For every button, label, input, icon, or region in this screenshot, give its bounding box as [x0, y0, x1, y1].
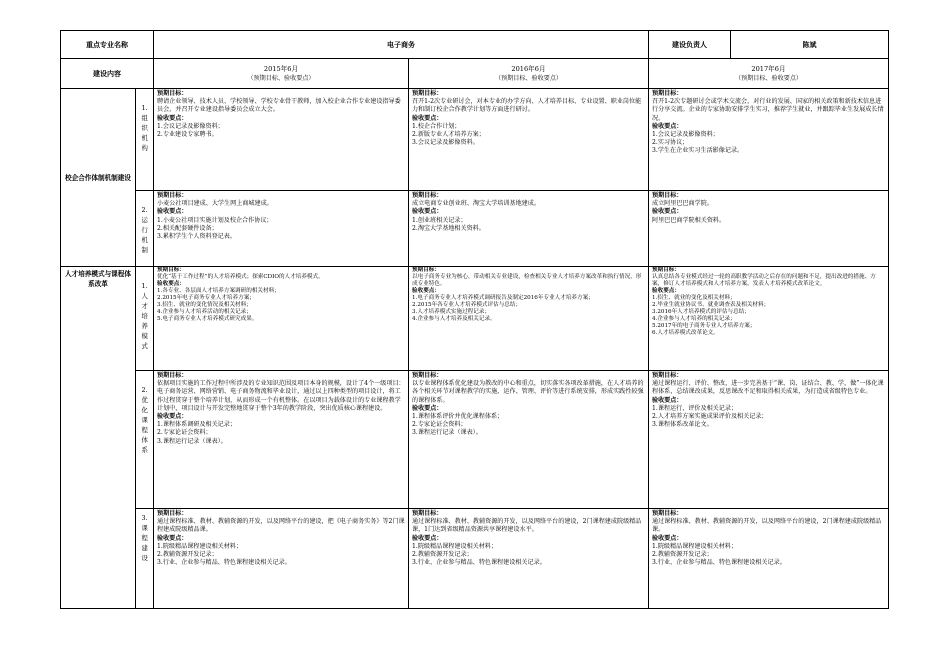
row-curriculum-system — [61, 371, 889, 509]
goal-label: 预期目标： — [412, 192, 443, 199]
check-item: 2.相关配套硬件设备； — [157, 224, 218, 232]
item-label-cell — [136, 89, 154, 191]
check-item: 5.电子商务专业人才培养模式研究成果。 — [157, 316, 258, 322]
area-name: 人才培养模式与课程体系改革 — [65, 270, 131, 288]
year-title: 2017年6月 — [751, 64, 786, 73]
check-item: 3.行业、企业参与精品、特色课程建设相关记录。 — [412, 559, 546, 567]
cell-2017 — [649, 371, 889, 509]
check-item: 3.2016年人才培养模式的评估与总结； — [652, 309, 750, 315]
area-cooperation — [61, 89, 136, 267]
check-label: 验收要点： — [157, 114, 188, 122]
check-item: 2.专家论证会资料； — [157, 429, 212, 437]
label-lead: 建设负责人 — [649, 31, 731, 59]
check-item: 2.人才培养方案实施成果评价及相关记录； — [652, 413, 768, 421]
check-item: 4.企业参与人才培养活动的相关记录； — [157, 309, 252, 315]
check-item: 1.校企合作计划； — [412, 122, 461, 130]
cell-2015 — [154, 89, 409, 191]
check-item: 2.2015年电子商务专业人才培养方案； — [157, 295, 255, 301]
item-label-cell — [136, 191, 154, 267]
goal-text: 通过课程标准、教材、教辅资源的开发，以及网络平台的建设，2门课程建成院级精品课。 — [652, 518, 882, 534]
cell-2016 — [409, 509, 649, 609]
goal-label: 预期目标： — [157, 90, 188, 97]
lead-name: 陈斌 — [731, 31, 889, 59]
check-label: 验收要点： — [412, 208, 443, 216]
item-label: 2.优化课程体系 — [141, 386, 148, 454]
goal-text: 优化“基于工作过程”的人才培养模式；探索CDIO的人才培养模式。 — [157, 274, 324, 280]
goal-label: 预期目标： — [652, 510, 683, 517]
goal-label: 预期目标： — [652, 192, 683, 199]
row-training-mode — [61, 267, 889, 371]
year-note: （预期目标、验收要点） — [494, 74, 563, 82]
check-item: 5.2017年的电子商务专业人才培养方案； — [652, 323, 756, 329]
goal-text: 依据项目实施的工作过程中所涉及的专业知识范围及项目本身的规模，设计了4个一级项目：电子商务运营、网络营销、电子商务物流和毕业设计，通过以上四种类型的项目设计，将工作过程贯穿于整个培养计划，从而形成一个有机整体。在以项目为载体设计的专业课程教学计划中，项目设计与开发完整地贯穿于整个3年的教学阶段，突出优质核心课程建设。 — [157, 380, 405, 412]
check-label: 验收要点： — [157, 534, 188, 542]
check-item: 1.院级精品课程建设相关材料； — [652, 542, 738, 550]
cell-2016 — [409, 191, 649, 267]
cell-2016 — [409, 89, 649, 191]
year-title: 2016年6月 — [511, 64, 546, 73]
check-label: 验收要点： — [652, 396, 683, 404]
cell-2015 — [154, 267, 409, 371]
item-label: 1.组织机构 — [141, 104, 148, 152]
check-item: 1.会议记录及影像资料； — [157, 122, 224, 130]
check-item: 1.会议记录及影像资料； — [652, 131, 719, 139]
goal-text: 通过课程标准、教材、教辅资源的开发，以及网络平台的建设，2门课程建成院级精品课，1门达到省级精品资源共享课程建设水平。 — [412, 518, 642, 534]
item-label-cell — [136, 267, 154, 371]
check-item: 1.院级精品课程建设相关材料； — [412, 542, 498, 550]
check-item: 1.课程运行、评价及相关记录； — [652, 404, 738, 412]
goal-label: 预期目标： — [652, 90, 683, 97]
construction-plan-table — [60, 30, 889, 609]
goal-label: 预期目标： — [652, 372, 683, 379]
check-item: 3.学生在企业实习生活影像记录。 — [652, 147, 744, 155]
check-item: 4.企业参与人才培养及相关记录。 — [412, 316, 496, 322]
check-item: 1.各专业、各层面人才培养方案调研的相关材料； — [157, 288, 280, 294]
check-label: 验收要点： — [412, 114, 443, 122]
check-item: 1.小麦公社项目实施计划及校企合作协议； — [157, 216, 273, 224]
check-item: 2.教辅资源开发记录； — [652, 551, 713, 559]
check-item: 2.教辅资源开发记录； — [157, 551, 218, 559]
check-item: 3.课程运行记录（课表）。 — [412, 429, 482, 437]
label-major: 重点专业名称 — [61, 31, 154, 59]
item-label-cell — [136, 509, 154, 609]
goal-text: 小麦公社项目建成、大学生网上商城建成。 — [157, 200, 273, 208]
year-header-2017 — [649, 59, 889, 89]
area-name: 校企合作体制机制建设 — [65, 173, 131, 182]
check-item: 3.招生、就业的变化情况及相关材料； — [157, 302, 252, 308]
row-organization — [61, 89, 889, 191]
item-label: 1.人才培养模式 — [141, 282, 148, 350]
goal-text: 聘请企业领导、技术人员、学校领导、学校专业骨干教师，加入校企业合作专业建设指导委员会，并召开专业建设指导委员会成立大会。 — [157, 98, 401, 114]
check-item: 3.累积学生个人资料登记表。 — [157, 233, 236, 241]
goal-text: 通过课程运行、评价、整改，进一步完善基于“课、岗、证结合、教、学、做”一体化课程体系，总结课改成果，反思课改不足和取得相关成果，为打造成省级特色专业。 — [652, 380, 884, 396]
check-item: 2.新版专业人才培养方案； — [412, 131, 485, 139]
major-name: 电子商务 — [154, 31, 649, 59]
check-item: 2.实习协议； — [652, 139, 689, 147]
item-label: 3.课程建设 — [141, 514, 148, 562]
item-label: 2.运行机制 — [141, 206, 148, 254]
goal-label: 预期目标： — [412, 372, 443, 379]
goal-text: 成立阿里巴巴商学院。 — [652, 200, 713, 208]
goal-text: 以专业课程体系优化建设为教改的中心和重点，切实落实各项改革措施，在人才培养的各个相关环节对课程教学的实施、运作、管理、评价等进行系统安排，形成实践性较强的课程体系。 — [412, 380, 644, 404]
check-item: 1.招生、就业的变化及相关材料； — [652, 295, 736, 301]
check-item: 1.课程体系调研及相关记录； — [157, 421, 236, 429]
year-note: （预期目标、验收要点） — [247, 74, 315, 82]
header-row-years — [61, 59, 889, 89]
check-label: 验收要点： — [157, 208, 188, 216]
check-label: 验收要点： — [157, 413, 188, 421]
goal-text: 召开1-2次专题研讨会或学术交流会，对行业的发展、国家的相关政策和新技术信息进行分享交流。企业的专家协助安排学生实习，推荐学生就业，并跟踪毕业生发展成长情况。 — [652, 98, 884, 122]
cell-2017 — [649, 509, 889, 609]
goal-text: 成立电商专业创业班、淘宝大学培训基地建成。 — [412, 200, 540, 208]
area-training — [61, 267, 136, 609]
row-operation — [61, 191, 889, 267]
goal-text: 认真总结各专业模式经过一轮的高职教学活动之后存在的问题和不足，提出改进的措施、方案，修订人才培养模式和人才培养方案，发表人才培养模式改革论文。 — [652, 274, 876, 287]
check-item: 3.课程体系改革论文。 — [652, 421, 713, 429]
item-label-cell — [136, 371, 154, 509]
goal-text: 通过课程标准、教材、教辅资源的开发，以及网络平台的建设，把《电子商务实务》等2门课程建成院级精品课。 — [157, 518, 405, 534]
check-item: 3.课程运行记录（课表）。 — [157, 437, 227, 445]
goal-text: 以电子商务专业为核心，带动相关专业建设，检查相关专业人才培养方案改革和执行情况，形成专业特色。 — [412, 274, 642, 287]
year-title: 2015年6月 — [263, 64, 299, 73]
check-item: 1.院级精品课程建设相关材料； — [157, 542, 243, 550]
check-label: 验收要点： — [412, 288, 440, 294]
check-item: 1.课程体系评价并优化课程体系； — [412, 413, 504, 421]
check-item: 3.行业、企业参与精品、特色课程建设相关记录。 — [652, 559, 786, 567]
check-item: 3.人才培养模式实施过程记录； — [412, 309, 491, 315]
year-header-2016 — [409, 59, 649, 89]
check-label: 验收要点： — [412, 534, 443, 542]
check-item: 2.毕业生就业协议书、就业调查表及相关材料； — [652, 302, 770, 308]
check-item: 2.淘宝大学基地相关资料。 — [412, 224, 485, 232]
check-item: 2.专家论证会资料； — [412, 421, 467, 429]
goal-text: 召开1-2次专业研讨会，对本专业的办学方向、人才培养目标、专业设置、职业岗位能力和制订校企合作教学计划等方面进行研讨。 — [412, 98, 642, 114]
goal-label: 预期目标： — [157, 510, 188, 517]
check-label: 验收要点： — [652, 122, 683, 130]
check-item: 3.会议记录及影像资料。 — [412, 139, 479, 147]
goal-label: 预期目标： — [412, 90, 443, 97]
cell-2016 — [409, 371, 649, 509]
check-label: 验收要点： — [652, 534, 683, 542]
check-item: 2.教辅资源开发记录； — [412, 551, 473, 559]
cell-2017 — [649, 89, 889, 191]
goal-label: 预期目标： — [412, 267, 440, 273]
year-note: （预期目标、验收要点） — [734, 74, 803, 82]
cell-2017 — [649, 267, 889, 371]
cell-2015 — [154, 509, 409, 609]
row-course-building — [61, 509, 889, 609]
goal-label: 预期目标： — [412, 510, 443, 517]
cell-2016 — [409, 267, 649, 371]
check-label: 验收要点： — [652, 288, 680, 294]
header-row-major — [61, 31, 889, 59]
goal-label: 预期目标： — [157, 267, 185, 273]
check-item: 6.人才培养模式改革论文。 — [652, 330, 719, 336]
goal-label: 预期目标： — [157, 372, 188, 379]
goal-label: 预期目标： — [157, 192, 188, 199]
check-item: 1.电子商务专业人才培养模式调研报告及制定2016年专业人才培养方案； — [412, 295, 594, 301]
check-item: 3.行业、企业参与精品、特色课程建设相关记录。 — [157, 559, 291, 567]
cell-2015 — [154, 191, 409, 267]
check-item: 2.2015年各专业人才培养模式评估与总结； — [412, 302, 522, 308]
goal-label: 预期目标： — [652, 267, 680, 273]
check-item: 2.专业建设专家聘书。 — [157, 131, 218, 139]
label-content: 建设内容 — [61, 59, 154, 89]
check-item: 4.企业参与人才培养的相关记录； — [652, 316, 736, 322]
cell-2017 — [649, 191, 889, 267]
check-label: 验收要点： — [652, 208, 683, 216]
check-item: 阿里巴巴商学院相关资料。 — [652, 216, 726, 224]
check-label: 验收要点： — [157, 281, 185, 287]
check-item: 1.创业班相关记录； — [412, 216, 467, 224]
check-label: 验收要点： — [412, 404, 443, 412]
cell-2015 — [154, 371, 409, 509]
year-header-2015 — [154, 59, 409, 89]
